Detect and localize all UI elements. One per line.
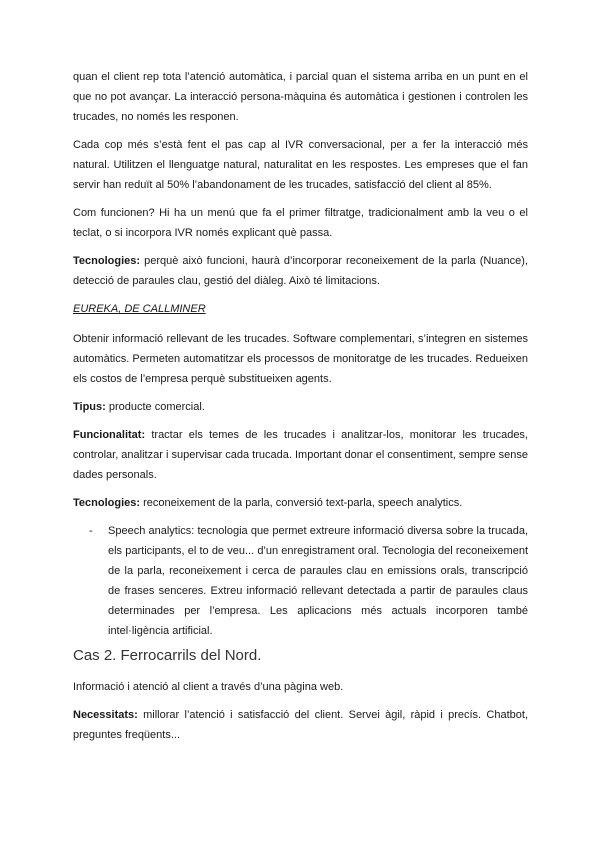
paragraph-eureka-description: Obtenir informació rellevant de les trucades. Software complementari, s’integren en sistemes automàtics. Permeten automatitzar els processos de monitoratge de les trucades. Redueixen els costos de l’empresa perquè substitueixen agents. — [73, 333, 528, 385]
paragraph-functionality — [73, 425, 528, 485]
bullet-dash: - — [89, 525, 93, 537]
paragraph-how-they-work: Com funcionen? Hi ha un menú que fa el primer filtratge, tradicionalment amb la veu o el teclat, o si incorpora IVR només explicant què passa. — [73, 207, 528, 239]
document-body — [73, 67, 528, 753]
type-label: Tipus: — [73, 401, 106, 413]
needs-text: millorar l’atenció i satisfacció del client. Servei àgil, ràpid i precís. Chatbot, preguntes freqüents... — [73, 709, 528, 741]
needs-label: Necessitats: — [73, 709, 138, 721]
functionality-text: tractar els temes de les trucades i analitzar-los, monitorar les trucades, controlar, analitzar i supervisar cada trucada. Important donar el consentiment, sempre sense dades personals. — [73, 429, 528, 481]
technologies-text: perquè això funcioni, haurà d’incorporar reconeixement de la parla (Nuance), detecció de paraules clau, gestió del diàleg. Això té limitacions. — [73, 255, 528, 287]
paragraph-technologies-1 — [73, 251, 528, 291]
list-item — [73, 521, 528, 641]
paragraph-web-info: Informació i atenció al client a través d’una pàgina web. — [73, 681, 344, 693]
paragraph-type — [73, 397, 528, 417]
eureka-callminer-link[interactable]: EUREKA, DE CALLMINER — [73, 303, 206, 315]
type-text: producte comercial. — [105, 401, 205, 413]
technologies-2-label: Tecnologies: — [73, 497, 141, 509]
technologies-label: Tecnologies: — [73, 255, 141, 267]
paragraph-ivr-conversational: Cada cop més s’està fent el pas cap al IVR conversacional, per a fer la interacció més natural. Utilitzen el llenguatge natural, naturalitat en les respostes. Les empreses que el fan servir han reduït al 50% l’abandonament de les trucades, satisfacció del client al 85%. — [73, 139, 528, 191]
paragraph-needs — [73, 705, 528, 745]
section-heading: Cas 2. Ferrocarrils del Nord. — [73, 647, 262, 664]
technologies-2-text: reconeixement de la parla, conversió text-parla, speech analytics. — [140, 497, 463, 509]
functionality-label: Funcionalitat: — [73, 429, 146, 441]
paragraph-ivr-intro: quan el client rep tota l’atenció automàtica, i parcial quan el sistema arriba en un punt en el que no pot avançar. La interacció persona-màquina és automàtica i gestionen i controlen les trucades, no només les responen. — [73, 71, 528, 123]
bullet-speech-analytics: Speech analytics: tecnologia que permet extreure informació diversa sobre la trucada, els participants, el to de veu... d’un enregistrament oral. Tecnologia del reconeixement de la parla, reconeixement i cerca de paraules clau en emissions orals, transcripció de frases senceres. Extreu informació rellevant detectada a partir de paraules claus determinades per l’empresa. Les aplicacions més actuals incorporen també intel·ligència artificial. — [108, 525, 528, 637]
paragraph-technologies-2 — [73, 493, 528, 513]
